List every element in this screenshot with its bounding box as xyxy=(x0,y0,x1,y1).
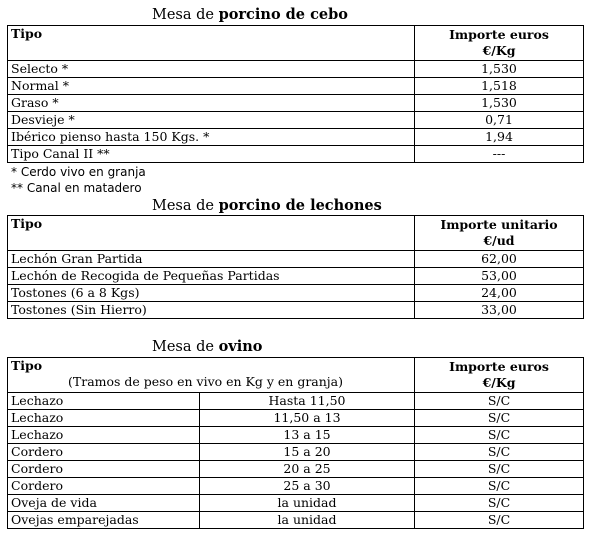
lechones-importe-cell: 62,00 xyxy=(415,251,584,268)
ovino-col-importe-line2: €/Kg xyxy=(482,375,516,390)
lechones-importe-cell: 53,00 xyxy=(415,268,584,285)
ovino-tramo-cell: 25 a 30 xyxy=(200,478,415,495)
table-row xyxy=(8,444,584,461)
table-row xyxy=(8,461,584,478)
lechones-col-importe-line1: Importe unitario xyxy=(440,217,558,232)
cebo-tipo-cell: Selecto * xyxy=(8,61,415,78)
lechones-title-prefix: Mesa de xyxy=(152,198,219,214)
ovino-importe-cell: S/C xyxy=(415,461,584,478)
ovino-col-tramos: (Tramos de peso en vivo en Kg y en granja) xyxy=(68,374,344,389)
cebo-importe-cell: 1,530 xyxy=(415,61,584,78)
table-row xyxy=(8,393,584,410)
ovino-tramo-cell: 20 a 25 xyxy=(200,461,415,478)
table-row xyxy=(8,251,584,268)
lechones-col-importe xyxy=(415,216,584,251)
lechones-tipo-cell: Tostones (Sin Hierro) xyxy=(8,302,415,319)
ovino-tipo-cell: Cordero xyxy=(8,461,200,478)
ovino-tramo-cell: la unidad xyxy=(200,495,415,512)
ovino-tramo-cell: Hasta 11,50 xyxy=(200,393,415,410)
ovino-tramo-cell: 15 a 20 xyxy=(200,444,415,461)
table-row xyxy=(8,95,584,112)
cebo-tipo-cell: Tipo Canal II ** xyxy=(8,146,415,163)
ovino-tipo-cell: Lechazo xyxy=(8,427,200,444)
ovino-tipo-cell: Cordero xyxy=(8,478,200,495)
cebo-importe-cell: 1,530 xyxy=(415,95,584,112)
cebo-tipo-cell: Normal * xyxy=(8,78,415,95)
ovino-tipo-cell: Oveja de vida xyxy=(8,495,200,512)
lechones-importe-cell: 33,00 xyxy=(415,302,584,319)
cebo-title-prefix: Mesa de xyxy=(152,7,219,23)
cebo-tipo-cell: Graso * xyxy=(8,95,415,112)
ovino-title-prefix: Mesa de xyxy=(152,339,219,355)
table-row xyxy=(8,268,584,285)
lechones-col-tipo: Tipo xyxy=(8,216,415,251)
cebo-tipo-cell: Ibérico pienso hasta 150 Kgs. * xyxy=(8,129,415,146)
ovino-tipo-cell: Ovejas emparejadas xyxy=(8,512,200,529)
lechones-tipo-cell: Tostones (6 a 8 Kgs) xyxy=(8,285,415,302)
table-row xyxy=(8,78,584,95)
table-row xyxy=(8,410,584,427)
lechones-tipo-cell: Lechón Gran Partida xyxy=(8,251,415,268)
cebo-title-bold: porcino de cebo xyxy=(218,6,348,23)
ovino-importe-cell: S/C xyxy=(415,427,584,444)
lechones-title-bold: porcino de lechones xyxy=(218,197,382,214)
lechones-title xyxy=(152,197,382,214)
table-row xyxy=(8,61,584,78)
lechones-importe-cell: 24,00 xyxy=(415,285,584,302)
ovino-importe-cell: S/C xyxy=(415,410,584,427)
ovino-title-bold: ovino xyxy=(218,338,263,355)
lechones-tipo-cell: Lechón de Recogida de Pequeñas Partidas xyxy=(8,268,415,285)
table-row xyxy=(8,146,584,163)
ovino-col-tipo-group xyxy=(8,358,415,393)
table-row xyxy=(8,512,584,529)
ovino-importe-cell: S/C xyxy=(415,512,584,529)
cebo-importe-cell: 1,518 xyxy=(415,78,584,95)
cebo-table xyxy=(7,25,584,163)
table-row xyxy=(8,302,584,319)
cebo-importe-cell: 0,71 xyxy=(415,112,584,129)
ovino-col-importe xyxy=(415,358,584,393)
cebo-col-tipo: Tipo xyxy=(8,26,415,61)
ovino-tipo-cell: Lechazo xyxy=(8,393,200,410)
table-row xyxy=(8,129,584,146)
ovino-tipo-cell: Cordero xyxy=(8,444,200,461)
ovino-importe-cell: S/C xyxy=(415,444,584,461)
lechones-table xyxy=(7,215,584,319)
ovino-col-importe-line1: Importe euros xyxy=(449,359,549,374)
table-row xyxy=(8,478,584,495)
ovino-tramo-cell: 13 a 15 xyxy=(200,427,415,444)
ovino-table xyxy=(7,357,584,529)
ovino-tramo-cell: la unidad xyxy=(200,512,415,529)
ovino-col-tipo: Tipo xyxy=(11,358,43,373)
ovino-tramo-cell: 11,50 a 13 xyxy=(200,410,415,427)
cebo-importe-cell: 1,94 xyxy=(415,129,584,146)
table-row xyxy=(8,427,584,444)
ovino-header-row xyxy=(8,358,584,393)
cebo-importe-cell: --- xyxy=(415,146,584,163)
ovino-tipo-cell: Lechazo xyxy=(8,410,200,427)
cebo-col-importe-line2: €/Kg xyxy=(482,43,516,58)
ovino-title xyxy=(152,338,262,355)
lechones-header-row xyxy=(8,216,584,251)
cebo-col-importe xyxy=(415,26,584,61)
cebo-col-importe-line1: Importe euros xyxy=(449,27,549,42)
ovino-importe-cell: S/C xyxy=(415,495,584,512)
ovino-importe-cell: S/C xyxy=(415,478,584,495)
lechones-col-importe-line2: €/ud xyxy=(483,233,515,248)
cebo-note-1: * Cerdo vivo en granja xyxy=(11,165,146,179)
table-row xyxy=(8,285,584,302)
cebo-note-2: ** Canal en matadero xyxy=(11,181,142,195)
cebo-tipo-cell: Desvieje * xyxy=(8,112,415,129)
table-row xyxy=(8,495,584,512)
cebo-header-row xyxy=(8,26,584,61)
table-row xyxy=(8,112,584,129)
cebo-title xyxy=(152,6,348,23)
ovino-importe-cell: S/C xyxy=(415,393,584,410)
